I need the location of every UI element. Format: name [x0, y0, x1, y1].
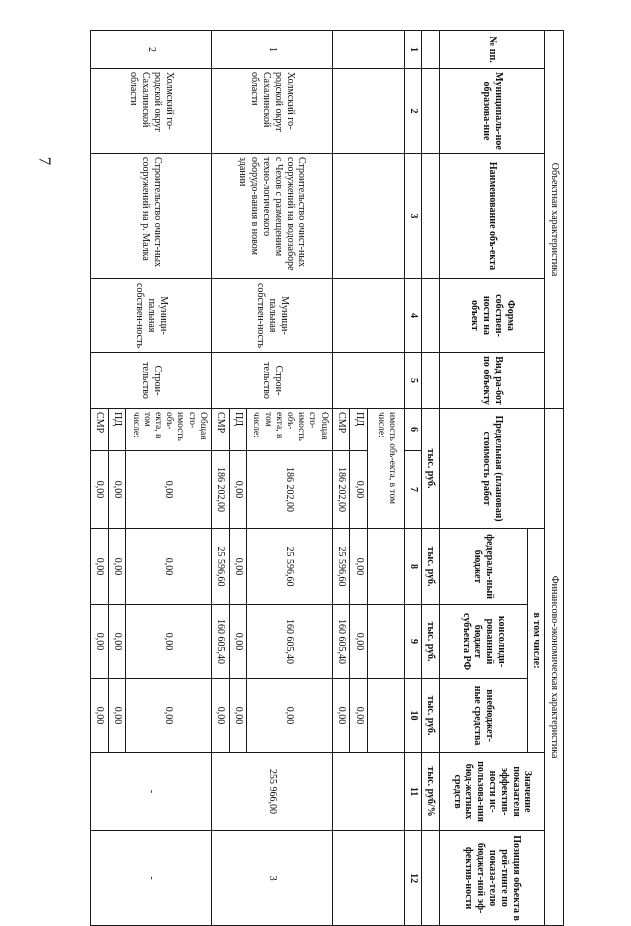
- page-number: 7: [35, 156, 55, 166]
- smr-label: СМР: [91, 409, 109, 451]
- pd-regional: 0,00: [229, 605, 247, 679]
- smr-regional: 0,00: [91, 605, 109, 679]
- municipality: Холмский го-родской округ Сахалинской области: [212, 69, 333, 154]
- ownership: Муници-пальная собствен-ность: [212, 279, 333, 353]
- header-no: № пп.: [439, 31, 545, 69]
- column-number: 2: [405, 69, 422, 154]
- column-number: 7: [405, 451, 422, 529]
- header-federal-budget: федераль-ный бюджет: [439, 529, 528, 605]
- header-extrabudgetary: внебюджет-ные средства: [439, 679, 528, 753]
- rank-value: 3: [212, 831, 333, 926]
- column-number: 4: [405, 279, 422, 353]
- object-name: Строительство очист-ных сооружений на р. Малка: [91, 154, 212, 279]
- pd-regional: 0,00: [108, 605, 126, 679]
- pd-cost: 0,00: [108, 451, 126, 529]
- column-number: 5: [405, 353, 422, 409]
- total-cost: 186 202,00: [247, 451, 333, 529]
- pd-federal: 0,00: [108, 529, 126, 605]
- header-financial-characteristics: Финансово-экономическая характеристика: [545, 409, 564, 926]
- cont-smr-regional: 160 605,40: [332, 605, 350, 679]
- smr-cost: 0,00: [91, 451, 109, 529]
- cont-pd-regional: 0,00: [350, 605, 368, 679]
- cont-smr-cost: 186 202,00: [332, 451, 350, 529]
- work-type: Строи-тельство: [212, 353, 333, 409]
- pd-cost: 0,00: [229, 451, 247, 529]
- cont-pd-cost: 0,00: [350, 451, 368, 529]
- pd-label: ПД: [108, 409, 126, 451]
- total-label: Общая сто-имость объ-екта, в том числе:: [247, 409, 333, 451]
- header-municipality: Муниципаль-ное образова-ние: [439, 69, 545, 154]
- header-planned-cost: Предельная (плановая) стоимость работ: [439, 409, 545, 529]
- header-ownership: Форма собствен-ности на объект: [439, 279, 545, 353]
- work-type: Строи-тельство: [91, 353, 212, 409]
- total-regional: 160 605,40: [247, 605, 333, 679]
- total-federal: 25 596,60: [247, 529, 333, 605]
- cont-total-label: имость объ-екта, в том числе:: [367, 409, 404, 529]
- pd-extra: 0,00: [108, 679, 126, 753]
- pd-federal: 0,00: [229, 529, 247, 605]
- total-label: Общая сто-имость объ-екта, в том числе:: [126, 409, 212, 451]
- pd-label: ПД: [229, 409, 247, 451]
- row-number: 1: [212, 31, 333, 69]
- rotated-table-sheet: [90, 30, 564, 921]
- column-number: 12: [405, 831, 422, 926]
- unit-cost: тыс. руб.: [422, 409, 439, 529]
- header-including: в том числе:: [528, 529, 545, 753]
- total-extra: 0,00: [126, 679, 212, 753]
- column-number: 10: [405, 679, 422, 753]
- smr-extra: 0,00: [91, 679, 109, 753]
- total-extra: 0,00: [247, 679, 333, 753]
- row-number: 2: [91, 31, 212, 69]
- smr-federal: 0,00: [91, 529, 109, 605]
- cont-smr-extra: 0,00: [332, 679, 350, 753]
- header-efficiency: Значение показателя эффектив-ности ис-пользова-ния бюд-жетных средств: [439, 753, 545, 831]
- ownership: Муници-пальная собствен-ность: [91, 279, 212, 353]
- smr-label: СМР: [332, 409, 350, 451]
- unit-federal: тыс. руб.: [422, 529, 439, 605]
- column-number: 3: [405, 154, 422, 279]
- column-number: 8: [405, 529, 422, 605]
- municipality: Холмский го-родской округ Сахалинской области: [91, 69, 212, 154]
- column-number: 9: [405, 605, 422, 679]
- unit-efficiency: тыс. руб/%: [422, 753, 439, 831]
- header-regional-budget: консолиди-рованный бюджет субъекта РФ: [439, 605, 528, 679]
- total-cost: 0,00: [126, 451, 212, 529]
- pd-label: ПД: [350, 409, 368, 451]
- smr-label: СМР: [212, 409, 230, 451]
- column-number: 11: [405, 753, 422, 831]
- object-name: Строительство очист-ных сооружений на водозаборе с Чехов с размещением техно-логического оборудо-вания в новом здании: [212, 154, 333, 279]
- cont-pd-extra: 0,00: [350, 679, 368, 753]
- cont-pd-federal: 0,00: [350, 529, 368, 605]
- smr-regional: 160 605,40: [212, 605, 230, 679]
- header-rank: Позиция объекта в рей-тинге по показа-телю бюджет-ной эф-фектив-ности: [439, 831, 545, 926]
- smr-federal: 25 596,60: [212, 529, 230, 605]
- header-object-name: Наименование объ-екта: [439, 154, 545, 279]
- pd-extra: 0,00: [229, 679, 247, 753]
- smr-cost: 186 202,00: [212, 451, 230, 529]
- total-federal: 0,00: [126, 529, 212, 605]
- header-work-type: Вид ра-бот по объекту: [439, 353, 545, 409]
- cont-smr-federal: 25 596,60: [332, 529, 350, 605]
- header-object-characteristics: Объектная характеристика: [545, 31, 564, 409]
- rank-value: -: [91, 831, 212, 926]
- unit-regional: тыс. руб.: [422, 605, 439, 679]
- total-regional: 0,00: [126, 605, 212, 679]
- column-number: 1: [405, 31, 422, 69]
- objects-table: [90, 30, 564, 926]
- unit-extra: тыс. руб.: [422, 679, 439, 753]
- efficiency-value: 255 966,00: [212, 753, 333, 831]
- smr-extra: 0,00: [212, 679, 230, 753]
- column-number: 6: [405, 409, 422, 451]
- efficiency-value: -: [91, 753, 212, 831]
